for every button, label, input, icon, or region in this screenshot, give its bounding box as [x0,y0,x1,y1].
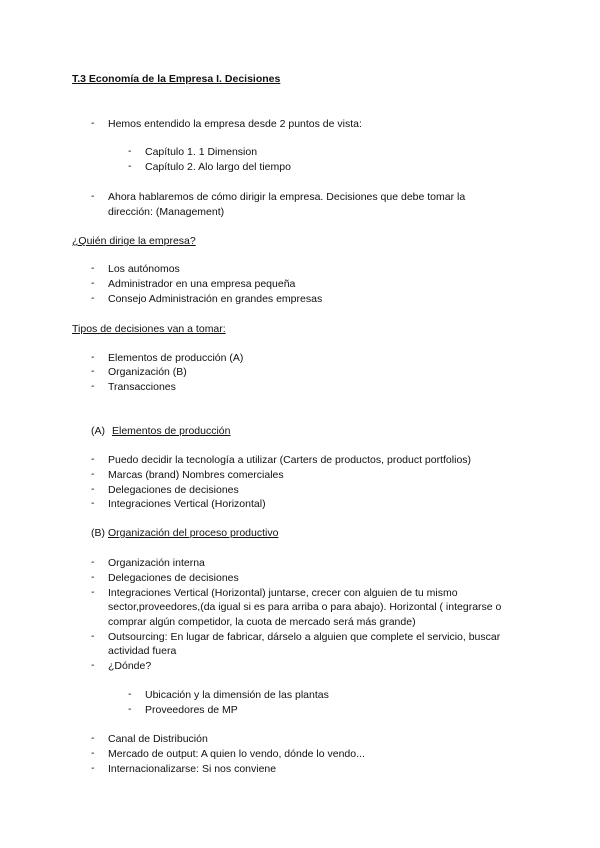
list-item: Hemos entendido la empresa desde 2 puntos de vista: [108,118,362,130]
list-item: Marcas (brand) Nombres comerciales [108,469,284,481]
bullet-dash: - [91,586,95,598]
sub-list-item: Ubicación y la dimensión de las plantas [145,689,329,701]
bullet-dash: - [91,630,95,642]
list-item-continuation: sector,proveedores,(da igual si es para arriba o para abajo). Horizontal ( integrarse o [108,601,502,613]
list-item: Puedo decidir la tecnología a utilizar (Carters de productos, product portfolios) [108,454,472,466]
section-prefix-b: (B) [91,527,105,539]
section-heading-quien: ¿Quién dirige la empresa? [72,235,196,247]
bullet-dash: - [91,262,95,274]
bullet-dash: - [91,762,95,774]
list-item: ¿Dónde? [108,660,152,672]
list-item-continuation: actividad fuera [108,645,177,657]
list-item: Los autónomos [108,263,180,275]
list-item: Integraciones Vertical (Horizontal) juntarse, crecer con alguien de tu mismo [108,587,458,599]
bullet-dash: - [91,747,95,759]
list-item: Consejo Administración en grandes empresas [108,293,323,305]
bullet-dash: - [91,556,95,568]
list-item: Administrador en una empresa pequeña [108,278,296,290]
list-item: Organización interna [108,557,205,569]
bullet-dash: - [91,659,95,671]
bullet-dash: - [91,483,95,495]
bullet-dash: - [91,497,95,509]
section-heading-b: Organización del proceso productivo [108,527,279,539]
list-item-continuation: dirección: (Management) [108,206,225,218]
list-item: Canal de Distribución [108,733,208,745]
bullet-dash: - [91,190,95,202]
bullet-dash: - [128,145,132,157]
sub-list-item: Proveedores de MP [145,704,238,716]
list-item: Internacionalizarse: Si nos conviene [108,763,277,775]
sub-list-item: Capítulo 1. 1 Dimension [145,146,258,158]
bullet-dash: - [128,703,132,715]
bullet-dash: - [91,365,95,377]
list-item: Integraciones Vertical (Horizontal) [108,498,266,510]
list-item: Organización (B) [108,366,187,378]
bullet-dash: - [91,292,95,304]
sub-list-item: Capítulo 2. Alo largo del tiempo [145,161,291,173]
bullet-dash: - [91,732,95,744]
bullet-dash: - [91,453,95,465]
list-item: Transacciones [108,381,176,393]
bullet-dash: - [91,277,95,289]
bullet-dash: - [91,117,95,129]
section-prefix-a: (A) [91,425,105,437]
list-item: Mercado de output: A quien lo vendo, dónde lo vendo... [108,748,365,760]
list-item: Ahora hablaremos de cómo dirigir la empresa. Decisiones que debe tomar la [108,191,466,203]
list-item: Delegaciones de decisiones [108,484,239,496]
list-item: Outsourcing: En lugar de fabricar, dárselo a alguien que complete el servicio, buscar [108,631,501,643]
list-item: Elementos de producción (A) [108,352,244,364]
bullet-dash: - [128,688,132,700]
page-title: T.3 Economía de la Empresa I. Decisiones [72,73,281,85]
bullet-dash: - [91,468,95,480]
section-heading-tipos: Tipos de decisiones van a tomar: [72,323,226,335]
list-item: Delegaciones de decisiones [108,572,239,584]
bullet-dash: - [91,351,95,363]
list-item-continuation: comprar algún competidor, la cuota de mercado será más grande) [108,616,416,628]
bullet-dash: - [91,571,95,583]
bullet-dash: - [128,160,132,172]
bullet-dash: - [91,380,95,392]
section-heading-a: Elementos de producción [112,425,231,437]
